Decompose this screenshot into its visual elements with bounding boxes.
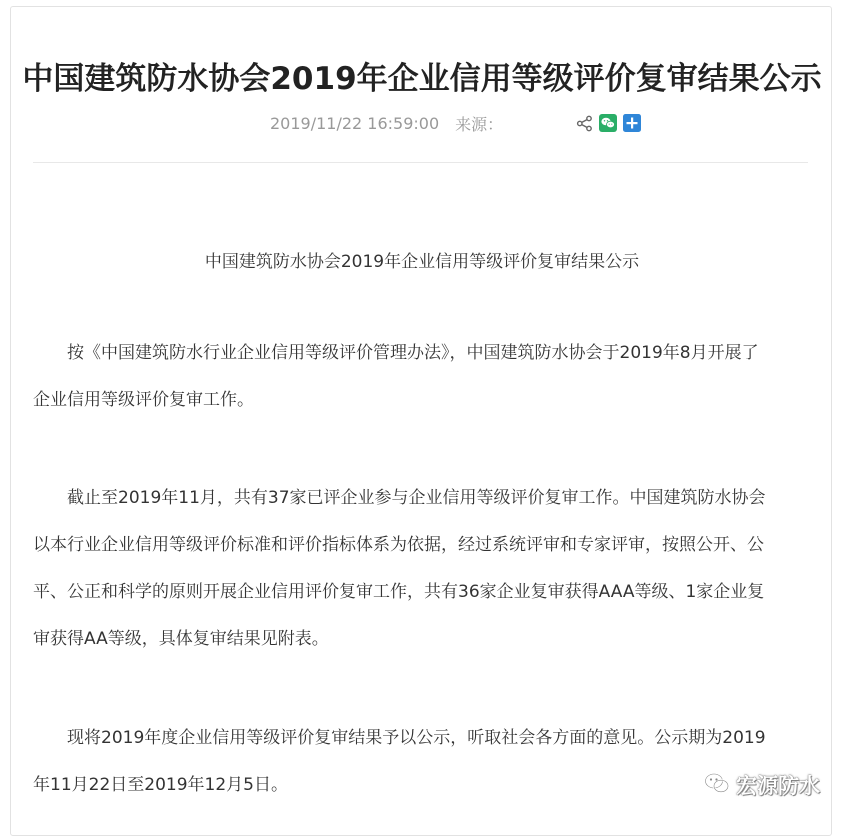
paragraph-notice bbox=[33, 715, 813, 809]
document-subtitle: 中国建筑防水协会2019年企业信用等级评价复审结果公示 bbox=[204, 252, 640, 272]
publish-date: 2019/11/22 16:59:00 bbox=[270, 113, 440, 133]
paragraph-line: 截止至2019年11月，共有37家已评企业参与企业信用等级评价复审工作。中国建筑防水协会 bbox=[67, 488, 766, 508]
watermark-text: 宏源防水 bbox=[736, 774, 820, 798]
paragraph-line: 以本行业企业信用等级评价标准和评价指标体系为依据，经过系统评审和专家评审，按照公开、公 bbox=[33, 535, 764, 555]
paragraph-intro bbox=[33, 330, 813, 424]
header-divider bbox=[33, 162, 808, 163]
article-title: 中国建筑防水协会2019年企业信用等级评价复审结果公示 bbox=[22, 61, 822, 97]
article-meta bbox=[270, 112, 507, 134]
paragraph-results bbox=[33, 475, 813, 663]
paragraph-line: 现将2019年度企业信用等级评价复审结果予以公示，听取社会各方面的意见。公示期为2019 bbox=[67, 728, 766, 748]
watermark bbox=[704, 770, 820, 800]
share-toolbar bbox=[576, 113, 641, 133]
wechat-icon[interactable] bbox=[599, 114, 617, 132]
paragraph-line: 企业信用等级评价复审工作。 bbox=[33, 390, 254, 410]
paragraph-line: 按《中国建筑防水行业企业信用等级评价管理办法》，中国建筑防水协会于2019年8月开展了 bbox=[67, 343, 759, 363]
source-label: 来源： bbox=[455, 114, 504, 134]
plus-icon[interactable] bbox=[623, 114, 641, 132]
wechat-logo-icon bbox=[704, 772, 730, 799]
paragraph-line: 平、公正和科学的原则开展企业信用评价复审工作，共有36家企业复审获得AAA等级、1家企业复 bbox=[33, 582, 765, 602]
paragraph-line: 审获得AA等级，具体复审结果见附表。 bbox=[33, 629, 329, 649]
paragraph-line: 年11月22日至2019年12月5日。 bbox=[33, 775, 288, 795]
share-icon[interactable] bbox=[576, 115, 593, 132]
